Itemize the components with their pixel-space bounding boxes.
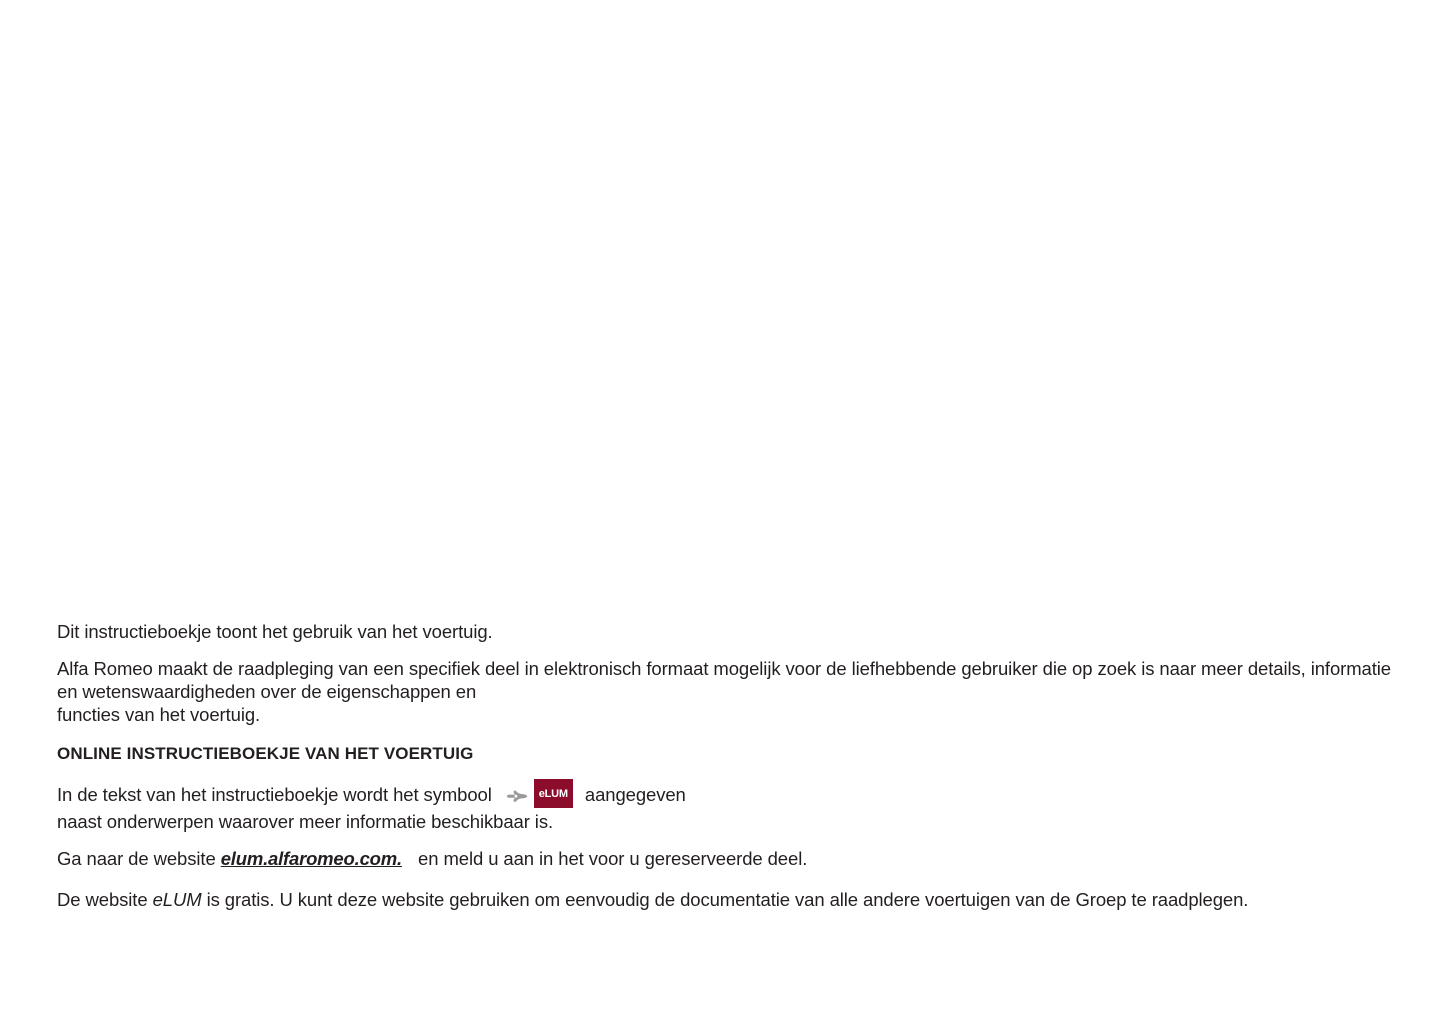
- paragraph-symbol: [57, 780, 1397, 833]
- symbol-group: [506, 779, 573, 809]
- elum-brand-name: eLUM: [152, 888, 202, 910]
- paragraph-website: [57, 847, 1397, 870]
- paragraph-intro: Dit instructieboekje toont het gebruik van het voertuig.: [57, 621, 493, 642]
- paragraph-detail: [57, 657, 1397, 726]
- section-heading-online-manual: ONLINE INSTRUCTIEBOEKJE VAN HET VOERTUIG: [57, 744, 474, 763]
- paragraph-detail-line2: functies van het voertuig.: [57, 704, 261, 725]
- pointing-hand-icon: [506, 786, 530, 802]
- paragraph-free: [57, 888, 1397, 911]
- paragraph-symbol-after: aangegeven: [584, 784, 686, 806]
- elum-badge: [534, 779, 573, 809]
- paragraph-symbol-line2: naast onderwerpen waarover meer informatie beschikbaar is.: [57, 810, 554, 832]
- elum-website-link[interactable]: elum.alfaromeo.com.: [220, 847, 402, 869]
- paragraph-website-before: Ga naar de website: [57, 847, 216, 869]
- paragraph-website-after: en meld u aan in het voor u gereserveerde deel.: [418, 847, 808, 869]
- elum-badge-label: eLUM: [534, 788, 573, 804]
- paragraph-free-before: De website: [57, 888, 148, 910]
- document-content: [57, 620, 1397, 911]
- paragraph-symbol-before: In de tekst van het instructieboekje wordt het symbool: [57, 784, 492, 806]
- paragraph-detail-line1: Alfa Romeo maakt de raadpleging van een specifiek deel in elektronisch formaat mogelijk voor de liefhebbende gebruiker die op zoek is naar meer details, informatie en wetenswaardigheden over de eigenschappen en: [57, 658, 1391, 702]
- paragraph-free-after: is gratis. U kunt deze website gebruiken om eenvoudig de documentatie van alle andere voertuigen van de Groep te raadplegen.: [206, 888, 1249, 910]
